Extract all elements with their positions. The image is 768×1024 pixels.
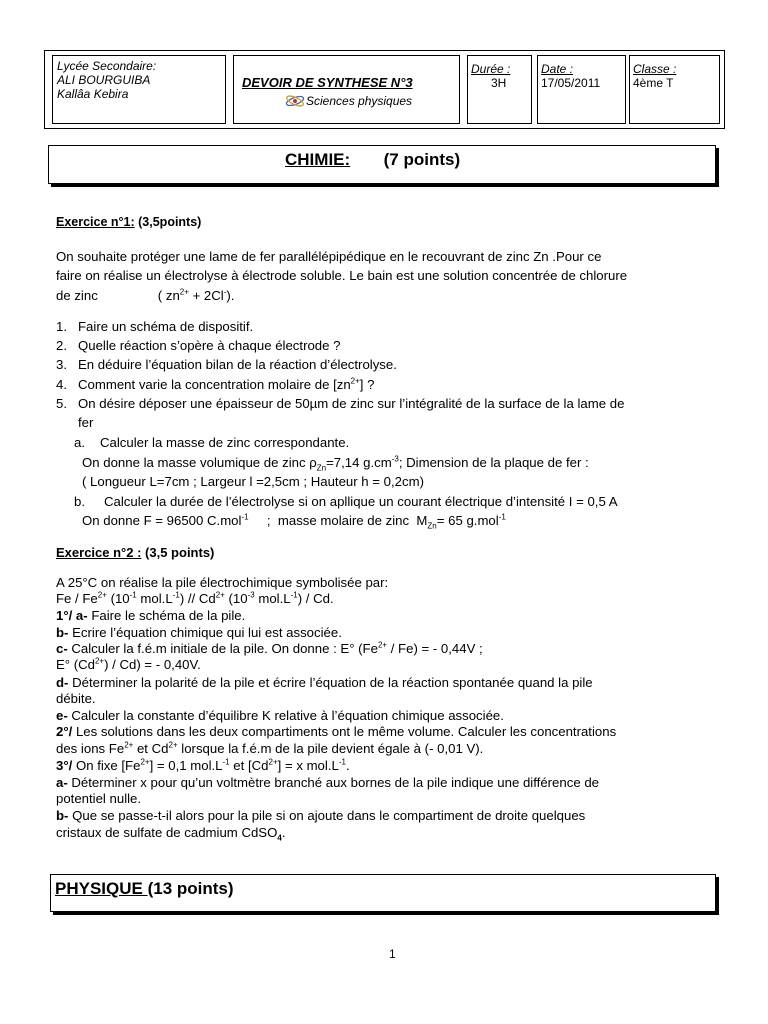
physique-heading [55, 879, 234, 899]
school-line-2: ALI BOURGUIBA [57, 73, 151, 87]
physique-title: PHYSIQUE [55, 879, 148, 898]
ex1-points: (3,5points) [138, 215, 202, 229]
ex2-q3a: a- Déterminer x pour qu’un voltmètre branché aux bornes de la pile indique une différence de [56, 775, 599, 790]
chimie-title: CHIMIE: [285, 150, 351, 169]
chimie-heading [285, 150, 460, 170]
ex2-heading [56, 545, 214, 561]
ex1-question-5-cont: fer [78, 415, 94, 430]
ex2-q3b: b- Que se passe-t-il alors pour la pile si on ajoute dans le compartiment de droite quelques [56, 808, 586, 823]
subject-line [284, 94, 412, 108]
duration-label: Durée : [471, 62, 511, 76]
ex2-q1d-cont: débite. [56, 691, 96, 706]
duration-value: 3H [491, 76, 507, 90]
ex2-q3: 3°/ On fixe $[Fe^{2+}] = 0,1$ $mol.L^{-1}$ et $[Cd^{2+}] = x$ $mol.L^{-1}$. [56, 757, 350, 773]
exam-title-cell [233, 55, 460, 124]
ex2-q1a: 1°/ a- Faire le schéma de la pile. [56, 608, 246, 623]
ex1-question-3: 3. En déduire l’équation bilan de la réaction d’électrolyse. [56, 357, 397, 372]
ex2-line-1: A 25°C on réalise la pile électrochimique symbolisée par: [56, 575, 389, 590]
page-number: 1 [389, 947, 396, 961]
ex1-data-2: ( Longueur L=7cm ; Largeur l =2,5cm ; Hauteur h = 0,2cm) [82, 474, 424, 489]
ex1-question-2: 2. Quelle réaction s’opère à chaque électrode ? [56, 338, 341, 353]
duration-cell [467, 55, 532, 124]
ex2-q2: 2°/ Les solutions dans les deux compartiments ont le même volume. Calculer les concentrations [56, 724, 617, 739]
ex1-question-4: 4. Comment varie la concentration molaire de $[zn^{2+}]$ ? [56, 376, 375, 392]
ex2-q3a-cont: potentiel nulle. [56, 791, 142, 806]
school-info [52, 55, 226, 124]
ex2-q1c: c- Calculer la f.é.m initiale de la pile. On donne : E° $(Fe^{2+} / Fe)$ = - 0,44V ; [56, 640, 483, 656]
physique-points: (13 points) [147, 879, 234, 898]
date-value: 17/05/2011 [541, 76, 601, 90]
atom-icon [284, 94, 306, 108]
ex2-q3b-cont: cristaux de sulfate de cadmium CdSO$_4$. [56, 825, 286, 843]
chimie-points: (7 points) [383, 150, 461, 169]
date-label: Date : [541, 62, 574, 76]
ex2-cell-notation: Fe / $Fe^{2+}$ ($10^{-1}$ $mol.L^{-1}) // Cd^{2+}$ ($10^{-3}$ $mol.L^{-1}$) / Cd. [56, 590, 334, 606]
ex2-q1b: b- Ecrire l’équation chimique qui lui est associée. [56, 625, 342, 640]
ex2-title: Exercice n°2 : [56, 545, 142, 560]
ex2-q2-cont: des ions $Fe^{2+}$ et $Cd^{2+}$ lorsque la f.é.m de la pile devient égale à (- 0,01 V). [56, 740, 484, 756]
school-line-1: Lycée Secondaire: [57, 59, 157, 73]
ex1-heading [56, 214, 201, 230]
ex1-intro-3: de zinc ( $zn^{2+} + 2Cl^-$). [56, 287, 235, 303]
physique-heading-box [50, 874, 716, 912]
ex2-q1d: d- Déterminer la polarité de la pile et écrire l’équation de la réaction spontanée quand la pile [56, 675, 593, 690]
school-line-3: Kallâa Kebira [57, 87, 129, 101]
ex1-data-1: On donne la masse volumique de zinc $\rho_{Zn}=7,14$ $g.cm^{-3}$; Dimension de la plaque de fer : [82, 454, 589, 473]
date-cell [537, 55, 626, 124]
subject-name: Sciences physiques [306, 94, 413, 108]
ex1-question-1: 1. Faire un schéma de dispositif. [56, 319, 254, 334]
class-value: 4ème T [633, 76, 674, 90]
ex1-question-5a: a. Calculer la masse de zinc correspondante. [74, 435, 350, 450]
chimie-heading-box [48, 145, 716, 184]
ex2-q1e: e- Calculer la constante d’équilibre K relative à l’équation chimique associée. [56, 708, 504, 723]
class-label: Classe : [633, 62, 677, 76]
exam-title: DEVOIR DE SYNTHESE N°3 [242, 75, 413, 90]
ex2-points: (3,5 points) [145, 545, 215, 560]
ex1-intro-1: On souhaite protéger une lame de fer parallélépipédique en le recouvrant de zinc Zn .Pour ce [56, 249, 602, 264]
ex1-question-5b: b. Calculer la durée de l’électrolyse si on apllique un courant électrique d’intensité I = 0,5 A [74, 494, 618, 509]
ex2-q1c-cont: E° $(Cd^{2+}) / Cd$) = - 0,40V. [56, 656, 201, 672]
ex1-question-5: 5. On désire déposer une épaisseur de 50µm de zinc sur l’intégralité de la surface de la lame de [56, 396, 625, 411]
ex1-data-3: On donne F = 96500 C.mol$^{-1}$ ; masse molaire de zinc $M_{Zn}= 65$ g.mol$^{-1}$ [82, 512, 506, 531]
ex1-title: Exercice n°1: [56, 215, 135, 229]
ex1-intro-2: faire on réalise un électrolyse à électrode soluble. Le bain est une solution concentrée de chlorure [56, 268, 628, 283]
class-cell [629, 55, 720, 124]
